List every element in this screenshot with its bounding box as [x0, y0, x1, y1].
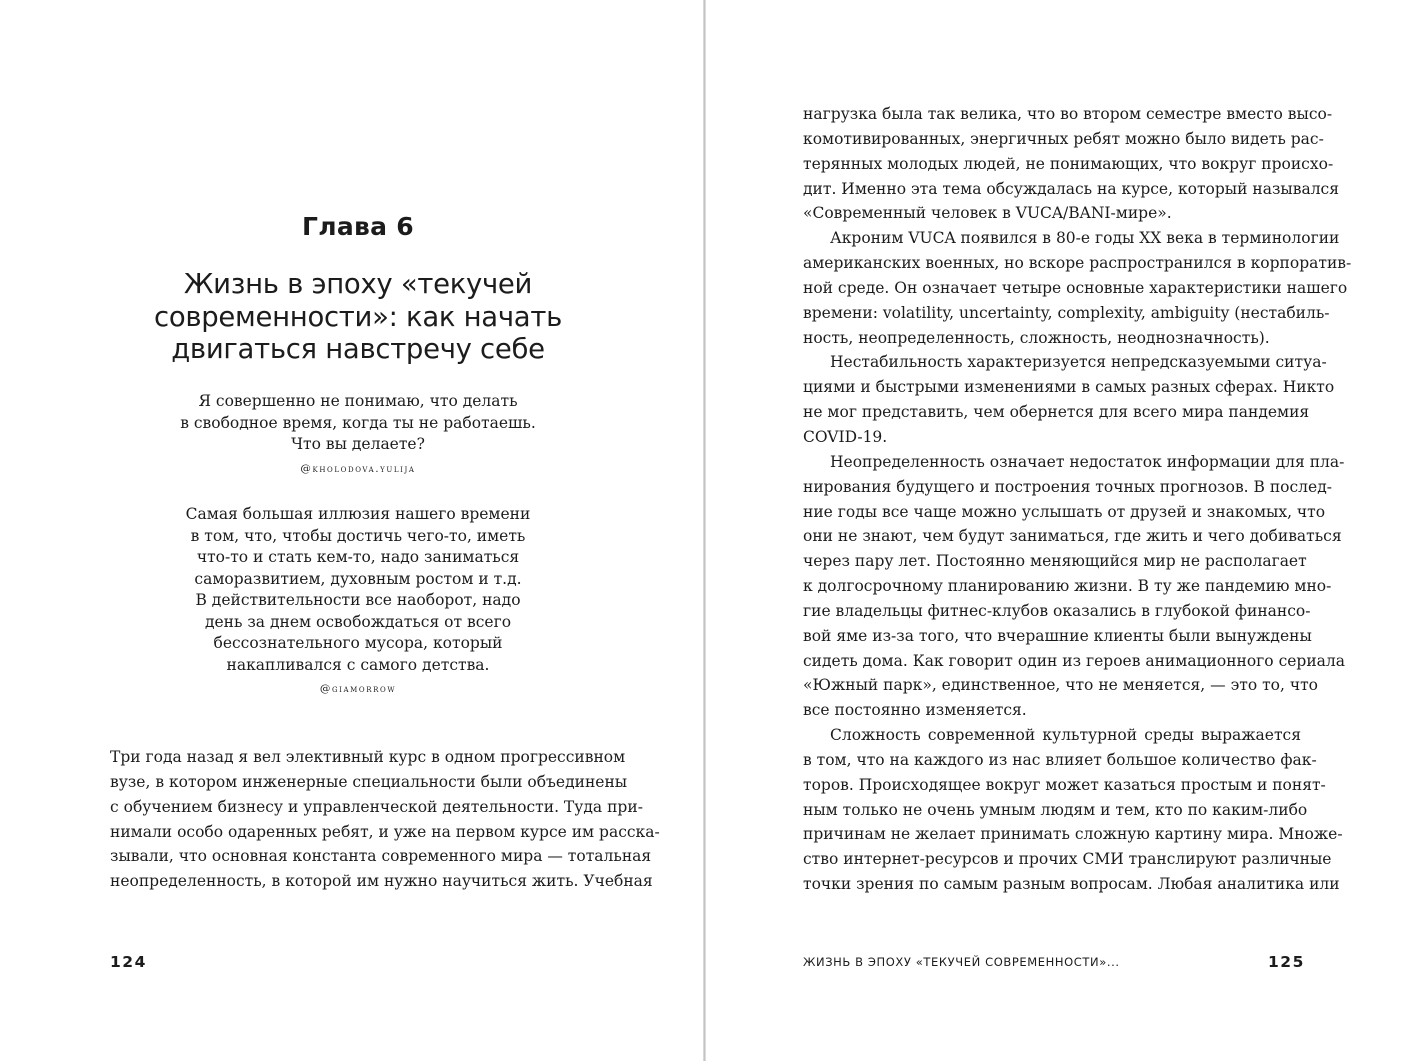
- text-line: дит. Именно эта тема обсуждалась на курсе, который назывался: [803, 179, 1340, 198]
- epigraph-line: Что вы делаете?: [291, 435, 425, 453]
- epigraph-line: Я совершенно не понимаю, что делать: [198, 392, 518, 410]
- text-line: к долгосрочному планированию жизни. В ту же пандемию мно-: [803, 577, 1332, 596]
- left-page: [0, 0, 703, 1061]
- right-page: [706, 0, 1410, 1061]
- text-line: Сложность современной культурной среды выражается: [830, 726, 1301, 745]
- epigraph-2: [108, 504, 608, 695]
- epigraph-line: саморазвитием, духовным ростом и т.д.: [194, 569, 522, 588]
- text-line: «Южный парк», единственное, что не меняется, — это то, что: [803, 676, 1319, 695]
- chapter-title-line: двигаться навстречу себе: [171, 333, 545, 365]
- text-line: Три года назад я вел элективный курс в одном прогрессивном: [110, 748, 626, 766]
- epigraph-line: накапливался с самого детства.: [226, 655, 490, 674]
- text-line: ным только не очень умным людям и тем, кто по каким-либо: [803, 800, 1308, 819]
- text-line: все постоянно изменяется.: [803, 701, 1027, 720]
- text-line: американских военных, но вскоре распространился в корпоратив-: [803, 254, 1352, 273]
- text-line: сидеть дома. Как говорит один из героев анимационного сериала: [803, 651, 1346, 670]
- text-line: причинам не желает принимать сложную картину мира. Множе-: [803, 825, 1343, 844]
- right-body-text: [803, 102, 1352, 897]
- text-line: торов. Происходящее вокруг может казаться простым и понят-: [803, 775, 1326, 794]
- text-line: Нестабильность характеризуется непредсказуемыми ситуа-: [830, 353, 1327, 372]
- text-line: вузе, в котором инженерные специальности были объединены: [110, 772, 628, 791]
- text-line: времени: volatility, uncertainty, complexity, ambiguity (нестабиль-: [803, 303, 1330, 322]
- epigraph-line: в том, что, чтобы достичь чего-то, иметь: [190, 526, 526, 545]
- chapter-title: [108, 268, 608, 366]
- page-number-right: 125: [1268, 953, 1305, 971]
- text-line: COVID-19.: [803, 427, 888, 446]
- text-line: через пару лет. Постоянно меняющийся мир не располагает: [803, 552, 1307, 571]
- epigraph-line: в свободное время, когда ты не работаешь.: [180, 413, 536, 432]
- text-line: они не знают, чем будут заниматься, где жить и чего добиваться: [803, 527, 1342, 546]
- text-line: гие владельцы фитнес-клубов оказались в глубокой финансо-: [803, 601, 1311, 620]
- epigraph-source: @kholodova.yulija: [300, 462, 416, 475]
- chapter-label: Глава 6: [302, 212, 414, 241]
- epigraph-line: В действительности все наоборот, надо: [195, 591, 521, 609]
- text-line: комотивированных, энергичных ребят можно было видеть рас-: [803, 129, 1324, 148]
- epigraph-1: [108, 391, 608, 475]
- epigraph-source: @giamorrow: [319, 683, 397, 695]
- text-line: с обучением бизнесу и управленческой деятельности. Туда при-: [110, 797, 643, 816]
- text-line: в том, что на каждого из нас влияет большое количество фак-: [803, 750, 1317, 769]
- text-line: ние годы все чаще можно услышать от друзей и знакомых, что: [803, 502, 1326, 521]
- chapter-title-line: Жизнь в эпоху «текучей: [183, 268, 533, 300]
- epigraph-line: Самая большая иллюзия нашего времени: [185, 505, 531, 523]
- text-line: неопределенность, в которой им нужно научиться жить. Учебная: [110, 872, 653, 891]
- epigraph-line: бессознательного мусора, который: [213, 634, 503, 652]
- left-body-text: [110, 745, 660, 894]
- text-line: ность, неопределенность, сложность, неоднозначность).: [803, 328, 1270, 347]
- text-line: терянных молодых людей, не понимающих, что вокруг происхо-: [803, 154, 1334, 173]
- running-head: ЖИЗНЬ В ЭПОХУ «ТЕКУЧЕЙ СОВРЕМЕННОСТИ»...: [803, 955, 1120, 969]
- text-line: не мог представить, чем обернется для всего мира пандемия: [803, 403, 1310, 422]
- text-line: точки зрения по самым разным вопросам. Любая аналитика или: [803, 875, 1340, 894]
- text-line: ство интернет-ресурсов и прочих СМИ транслируют различные: [803, 850, 1332, 869]
- text-line: ной среде. Он означает четыре основные характеристики нашего: [803, 278, 1348, 297]
- text-line: зывали, что основная константа современного мира — тотальная: [110, 847, 652, 866]
- text-line: Акроним VUCA появился в 80-е годы XX века в терминологии: [830, 229, 1340, 248]
- epigraph-line: день за днем освобождаться от всего: [204, 612, 512, 631]
- text-line: нимали особо одаренных ребят, и уже на первом курсе им расска-: [110, 822, 660, 841]
- text-line: циями и быстрыми изменениями в самых разных сферах. Никто: [803, 378, 1335, 397]
- text-line: нагрузка была так велика, что во втором семестре вместо высо-: [803, 105, 1333, 123]
- text-line: «Современный человек в VUCA/BANI-мире».: [803, 204, 1172, 223]
- text-line: нирования будущего и построения точных прогнозов. В послед-: [803, 477, 1332, 496]
- text-line: вой яме из-за того, что вчерашние клиенты были вынуждены: [803, 626, 1312, 645]
- chapter-title-line: современности»: как начать: [154, 300, 562, 333]
- text-line: Неопределенность означает недостаток информации для пла-: [830, 452, 1345, 471]
- page-number-left: 124: [110, 953, 147, 971]
- epigraph-line: что-то и стать кем-то, надо заниматься: [196, 548, 520, 566]
